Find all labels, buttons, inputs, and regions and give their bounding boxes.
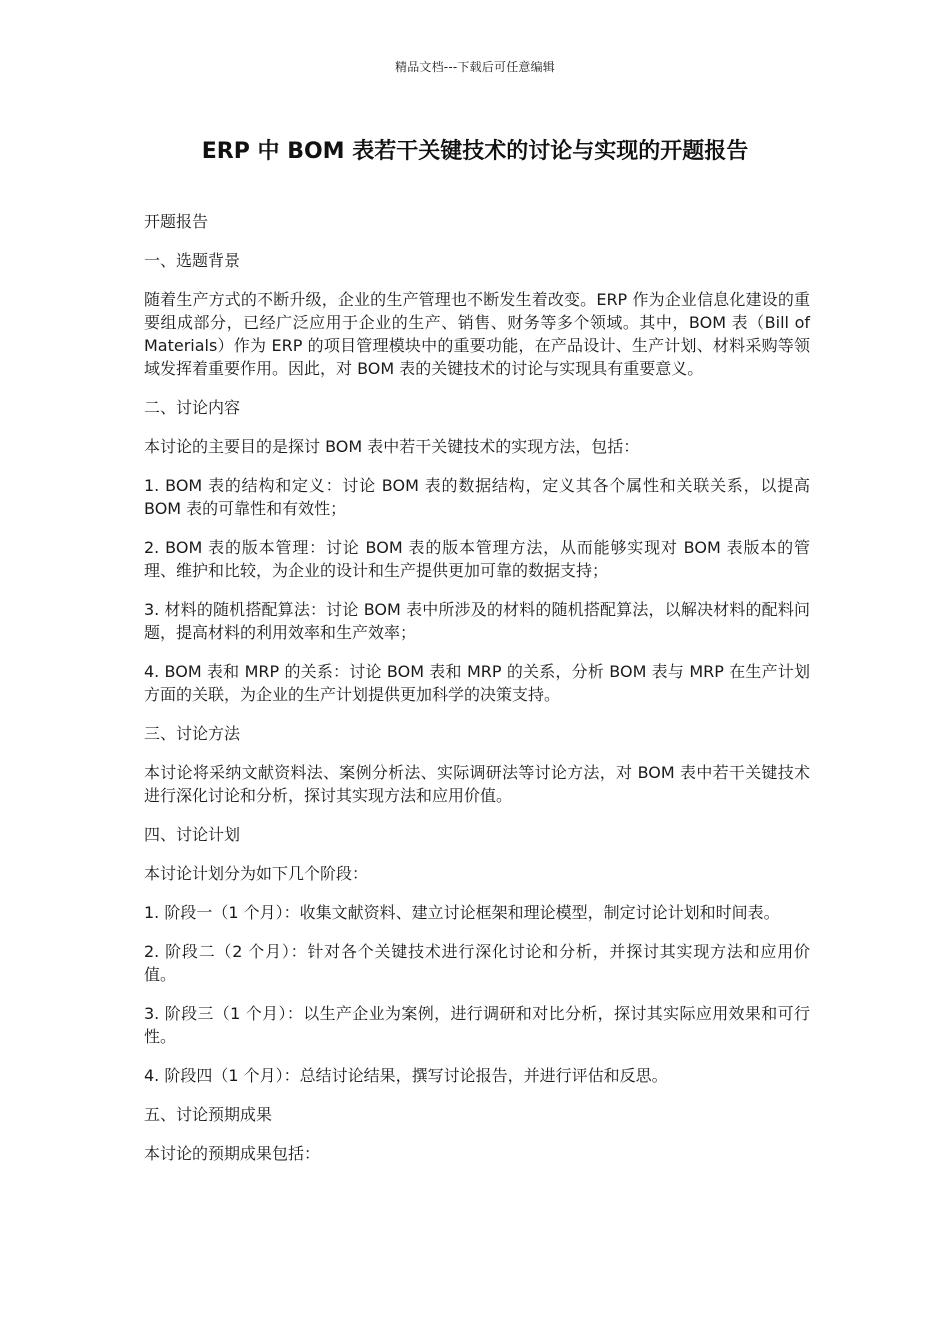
- heading-content: 二、讨论内容: [144, 398, 241, 417]
- heading-expected-results: 五、讨论预期成果: [144, 1105, 273, 1124]
- heading-plan: 四、讨论计划: [144, 825, 241, 844]
- paragraph-background: 随着生产方式的不断升级，企业的生产管理也不断发生着改变。ERP 作为企业信息化建设的重要组成部分，已经广泛应用于企业的生产、销售、财务等多个领域。其中，BOM 表（Bill of Materials）作为 ERP 的项目管理模块中的重要功能，在产品设计、生产计划、材料采购等领域发挥着重要作用。因此，对 BOM 表的关键技术的讨论与实现具有重要意义。: [144, 290, 810, 378]
- paragraph-content-intro: 本讨论的主要目的是探讨 BOM 表中若干关键技术的实现方法，包括：: [144, 437, 640, 456]
- list-item-content-2: 2. BOM 表的版本管理：讨论 BOM 表的版本管理方法，从而能够实现对 BOM 表版本的管理、维护和比较，为企业的设计和生产提供更加可靠的数据支持；: [144, 538, 810, 580]
- document-body: [144, 210, 810, 1181]
- paragraph-expected-results-intro: 本讨论的预期成果包括：: [144, 1144, 321, 1163]
- list-item-content-3: 3. 材料的随机搭配算法：讨论 BOM 表中所涉及的材料的随机搭配算法，以解决材料的配料问题，提高材料的利用效率和生产效率；: [144, 600, 810, 642]
- paragraph-method: 本讨论将采纳文献资料法、案例分析法、实际调研法等讨论方法，对 BOM 表中若干关键技术进行深化讨论和分析，探讨其实现方法和应用价值。: [144, 763, 810, 805]
- list-item-content-4: 4. BOM 表和 MRP 的关系：讨论 BOM 表和 MRP 的关系，分析 BOM 表与 MRP 在生产计划方面的关联，为企业的生产计划提供更加科学的决策支持。: [144, 662, 810, 704]
- header-note: 精品文档---下载后可任意编辑: [395, 60, 555, 74]
- paragraph-plan-intro: 本讨论计划分为如下几个阶段：: [144, 864, 369, 883]
- list-item-plan-3: 3. 阶段三（1 个月）：以生产企业为案例，进行调研和对比分析，探讨其实际应用效果和可行性。: [144, 1004, 810, 1046]
- section-label-report: 开题报告: [144, 212, 209, 231]
- list-item-content-1: 1. BOM 表的结构和定义：讨论 BOM 表的数据结构，定义其各个属性和关联关系，以提高 BOM 表的可靠性和有效性；: [144, 476, 810, 518]
- document-title: ERP 中 BOM 表若干关键技术的讨论与实现的开题报告: [201, 139, 749, 164]
- list-item-plan-1: 1. 阶段一（1 个月）：收集文献资料、建立讨论框架和理论模型，制定讨论计划和时间表。: [144, 903, 780, 922]
- list-item-plan-2: 2. 阶段二（2 个月）：针对各个关键技术进行深化讨论和分析，并探讨其实现方法和应用价值。: [144, 942, 810, 984]
- heading-background: 一、选题背景: [144, 251, 241, 270]
- list-item-plan-4: 4. 阶段四（1 个月）：总结讨论结果，撰写讨论报告，并进行评估和反思。: [144, 1066, 668, 1085]
- heading-method: 三、讨论方法: [144, 724, 241, 743]
